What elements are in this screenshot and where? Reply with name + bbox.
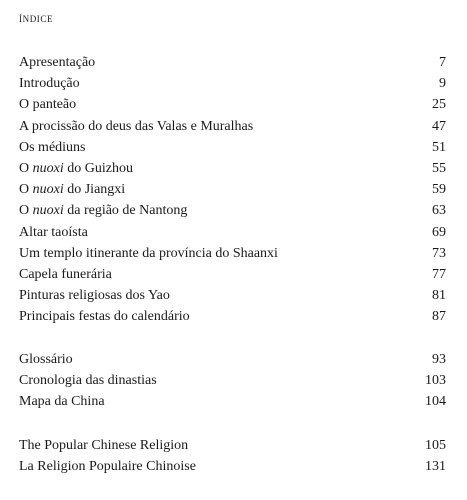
toc-group-translations: [19, 435, 446, 477]
toc-entry-english[interactable]: [19, 435, 446, 456]
toc-entry-page: 69: [432, 224, 446, 240]
toc-entry-title-post: do Jiangxi: [63, 182, 126, 198]
toc-entry-title: Pinturas religiosas dos Yao: [19, 288, 170, 304]
toc-entry-page: 55: [432, 160, 446, 176]
toc-entry-nuoxi-nantong[interactable]: [19, 200, 446, 221]
toc-entry-page: 51: [432, 139, 446, 155]
toc-entry-page: 87: [432, 309, 446, 325]
toc-entry-page: 93: [432, 352, 446, 367]
toc-entry-title: Glossário: [19, 352, 73, 367]
toc-entry-title: Altar taoísta: [19, 224, 88, 240]
toc-entry-title-post: da região de Nantong: [63, 203, 188, 219]
toc-entry-title: Introdução: [19, 76, 80, 92]
toc-entry-os-mediuns[interactable]: [19, 137, 446, 158]
toc-entry-page: 7: [439, 55, 446, 70]
toc-entry-title-post: do Guizhou: [63, 160, 133, 176]
toc-entry-page: 47: [432, 118, 446, 134]
toc-entry-pinturas-yao[interactable]: [19, 285, 446, 306]
toc-entry-title: Apresentação: [19, 55, 96, 70]
toc-entry-introducao[interactable]: [19, 73, 446, 94]
toc-entry-nuoxi-jiangxi[interactable]: [19, 179, 446, 200]
toc-entry-title: Cronologia das dinastias: [19, 373, 157, 389]
toc-entry-procissao[interactable]: [19, 116, 446, 137]
toc-entry-title: Os médiuns: [19, 139, 86, 155]
toc-group-main: [19, 52, 446, 327]
toc-entry-title: O panteão: [19, 97, 77, 113]
toc-entry-o-panteao[interactable]: [19, 94, 446, 115]
toc-entry-title: Mapa da China: [19, 394, 105, 410]
toc-entry-title: [19, 158, 133, 179]
toc-entry-title-pre: O: [19, 203, 33, 219]
toc-entry-nuoxi-guizhou[interactable]: [19, 158, 446, 179]
toc-entry-page: 9: [439, 76, 446, 92]
toc-entry-title-pre: O: [19, 160, 33, 176]
toc-entry-cronologia[interactable]: [19, 370, 446, 391]
toc-entry-festas[interactable]: [19, 306, 446, 327]
toc-entry-title: [19, 179, 125, 200]
toc-entry-title: Principais festas do calendário: [19, 309, 190, 325]
toc-entry-title: A procissão do deus das Valas e Muralhas: [19, 118, 254, 134]
toc-entry-page: 59: [432, 182, 446, 198]
toc-entry-title: Capela funerária: [19, 266, 112, 282]
toc-entry-title-pre: O: [19, 182, 33, 198]
toc-entry-page: 73: [432, 245, 446, 261]
toc-entry-page: 25: [432, 97, 446, 113]
toc-entry-page: 81: [432, 288, 446, 304]
toc-heading: índice: [19, 10, 54, 25]
toc-entry-french[interactable]: [19, 456, 446, 477]
toc-entry-title: [19, 200, 187, 221]
toc-entry-page: 63: [432, 203, 446, 219]
toc-group-appendix: [19, 349, 446, 413]
toc-entry-title: The Popular Chinese Religion: [19, 438, 189, 453]
toc-entry-templo-itinerante[interactable]: [19, 243, 446, 264]
toc-entry-title-italic: nuoxi: [32, 203, 64, 219]
toc-entry-page: 77: [432, 266, 446, 282]
toc-entry-page: 131: [425, 459, 446, 475]
toc-entry-title-italic: nuoxi: [32, 182, 64, 198]
toc-entry-title: Um templo itinerante da província do Shaanxi: [19, 245, 278, 261]
toc-entry-altar-taoista[interactable]: [19, 222, 446, 243]
toc-entry-title-italic: nuoxi: [32, 160, 64, 176]
toc-entry-page: 103: [425, 373, 446, 389]
toc-entry-apresentacao[interactable]: [19, 52, 446, 73]
toc-entry-glossario[interactable]: [19, 349, 446, 370]
toc-entry-mapa[interactable]: [19, 391, 446, 412]
toc-entry-title: La Religion Populaire Chinoise: [19, 459, 196, 475]
toc-entry-capela-funeraria[interactable]: [19, 264, 446, 285]
toc-entry-page: 104: [425, 394, 446, 410]
toc-entry-page: 105: [425, 438, 446, 453]
